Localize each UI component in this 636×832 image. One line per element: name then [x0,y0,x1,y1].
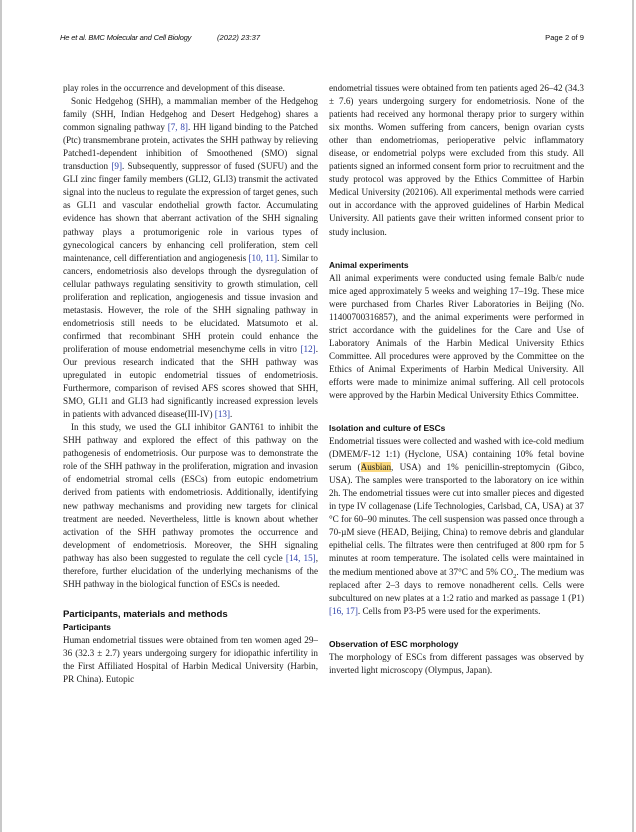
citation-link[interactable]: [12] [300,343,316,354]
paragraph: Human endometrial tissues were obtained from ten women aged 29–36 (32.3 ± 2.7) years undergoing surgery for idiopathic infertility in the First Affiliated Hospital of Harbin Medical University (Harbin, PR China). Eutopic [63,634,318,684]
paragraph-shh-intro: Sonic Hedgehog (SHH), a mammalian member of the Hedgehog family (SHH, Indian Hedgehog and Desert Hedgehog) shares a common signaling pathway [7, 8]. HH ligand binding to the Patched (Ptc) transmembrane protein, activates the SHH pathway by relieving Patched1-dependent inhibition of Smoothened (SMO) signal transduction [9]. Subsequently, suppressor of fused (SUFU) and the GLI zinc finger family members (GLI2, GLI3) transmit the activated signal into the nucleus to regulate the expression of target genes, such as GLI1 and vascular endothelial growth factor. Accumulating evidence has shown that aberrant activation of the SHH signaling pathway plays a protumorigenic role in various types of gynecological cancers by enhancing cell proliferation, stem cell maintenance, cell differentiation and angiogenesis [10, 11]. Similar to cancers, endometriosis also develops through the dysregulation of cellular pathways regulating sensitivity to growth stimulation, cell proliferation and replication, angiogenesis and tissue invasion and metastasis. However, the role of the SHH signaling pathway in endometriosis still needs to be elucidated. Matsumoto et al. confirmed that recombinant SHH protein could enhance the proliferation of mouse endometrial mesenchyme cells in vitro [12]. Our previous research indicated that the SHH pathway was upregulated in eutopic endometrial tissues of endometriosis. Furthermore, comparison of revised AFS scores showed that SHH, SMO, GLI1 and GLI3 had significantly increased expression levels in patients with advanced disease(III-IV) [13]. [63,96,318,420]
section-heading: Participants, materials and methods [63,608,228,620]
subsection-heading: Observation of ESC morphology [329,638,459,649]
paragraph-study-aim: In this study, we used the GLI inhibitor GANT61 to inhibit the SHH pathway and explored the effect of this pathway on the pathogenesis of endometriosis. Our purpose was to demonstrate the role of the SHH pathway in the proliferation, migration and invasion of endometrial stromal cells (ESCs) from eutopic endometrium derived from patients with endometriosis. Additionally, identifying new pathway mechanisms and providing new targets for clinical treatment are needed. Nevertheless, little is known about whether activation of the SHH pathway promotes the occurrence and development of endometriosis. Moreover, the SHH signaling pathway has also been suggested to regulate the cell cycle [14, 15], therefore, further elucidation of the underlying mechanisms of the SHH pathway in the biological function of ESCs is needed. [63,422,318,589]
subsection-heading: Isolation and culture of ESCs [329,423,446,434]
subsection-heading: Participants [63,621,111,632]
running-header [60,33,584,47]
paragraph-isolation: Endometrial tissues were collected and washed with ice-cold medium (DMEM/F-12 1:1) (Hyclone, USA) containing 10% fetal bovine serum (Ausbian, USA) and 1% penicillin-streptomycin (Gibco, USA). The samples were transported to the laboratory on ice within 2h. The endometrial tissues were cut into smaller pieces and digested in type IV collagenase (Life Technologies, Carlsbad, CA, USA) at 37 °C for 60–90 minutes. The cell suspension was passed once through a 70-µM sieve (HEAD, Beijing, China) to remove debris and glandular epithelial cells. The filtrates were then centrifuged at 800 rpm for 5 minutes at room temperature. The isolated cells were maintained in the medium mentioned above at 37°C and 5% $CO_2$. The medium was replaced after 2–3 days to remove nonadherent cells. Cells were subcultured on new plates at a 1:2 ratio and marked as passage 1 (P1) [16, 17]. Cells from P3-P5 were used for the experiments. [329,436,584,616]
citation-link[interactable]: [13] [214,409,230,420]
paragraph: All animal experiments were conducted using female Balb/c nude mice aged approximately 5 weeks and weighing 17–19g. These mice were purchased from Charles River Laboratories in Beijing (No. 11400700316857), and the animal experiments were performed in strict accordance with the guidelines for the Care and Use of Laboratory Animals of the Harbin Medical University Ethics Committee. All procedures were approved by the Committee on the Ethics of Animal Experiments of Harbin Medical University. All efforts were made to minimize animal suffering. All cell protocols were approved by the Harbin Medical University Ethics Committee. [329,272,584,400]
year-volume: (2022) 23:37 [217,33,261,42]
paragraph: endometrial tissues were obtained from ten patients aged 26–42 (34.3 ± 7.6) years undergoing surgery for endometriosis. None of the patients had received any hormonal therapy prior to surgery within six months. Women suffering from cancers, benign ovarian cysts other than endometriomas, perioperative pelvic inflammatory disease, or endometrial polyps were excluded from this study. All patients signed an informed consent form prior to recruitment and the study protocol was approved by the Ethics Committee of Harbin Medical University (202106). All experimental methods were carried out in accordance with the approved guidelines of Harbin Medical University. All patients gave their written informed consent prior to study inclusion. [329,83,584,237]
paragraph: The morphology of ESCs from different passages was observed by inverted light microscopy (Olympus, Japan). [329,651,584,675]
citation-link[interactable]: [16, 17] [329,605,358,616]
citation-link[interactable]: [7, 8] [167,122,188,133]
citation-link[interactable]: [9] [111,161,122,172]
citation-link[interactable]: [14, 15] [285,552,316,563]
subsection-heading: Animal experiments [329,259,409,270]
page-number: Page 2 of 9 [545,33,584,42]
highlighted-text[interactable]: Ausbian [360,462,392,473]
paragraph: play roles in the occurrence and development of this disease. [63,83,285,93]
citation-link[interactable]: [10, 11] [248,252,278,263]
right-column [329,82,584,677]
journal-citation: He et al. BMC Molecular and Cell Biology [60,33,192,42]
left-column [63,82,318,686]
